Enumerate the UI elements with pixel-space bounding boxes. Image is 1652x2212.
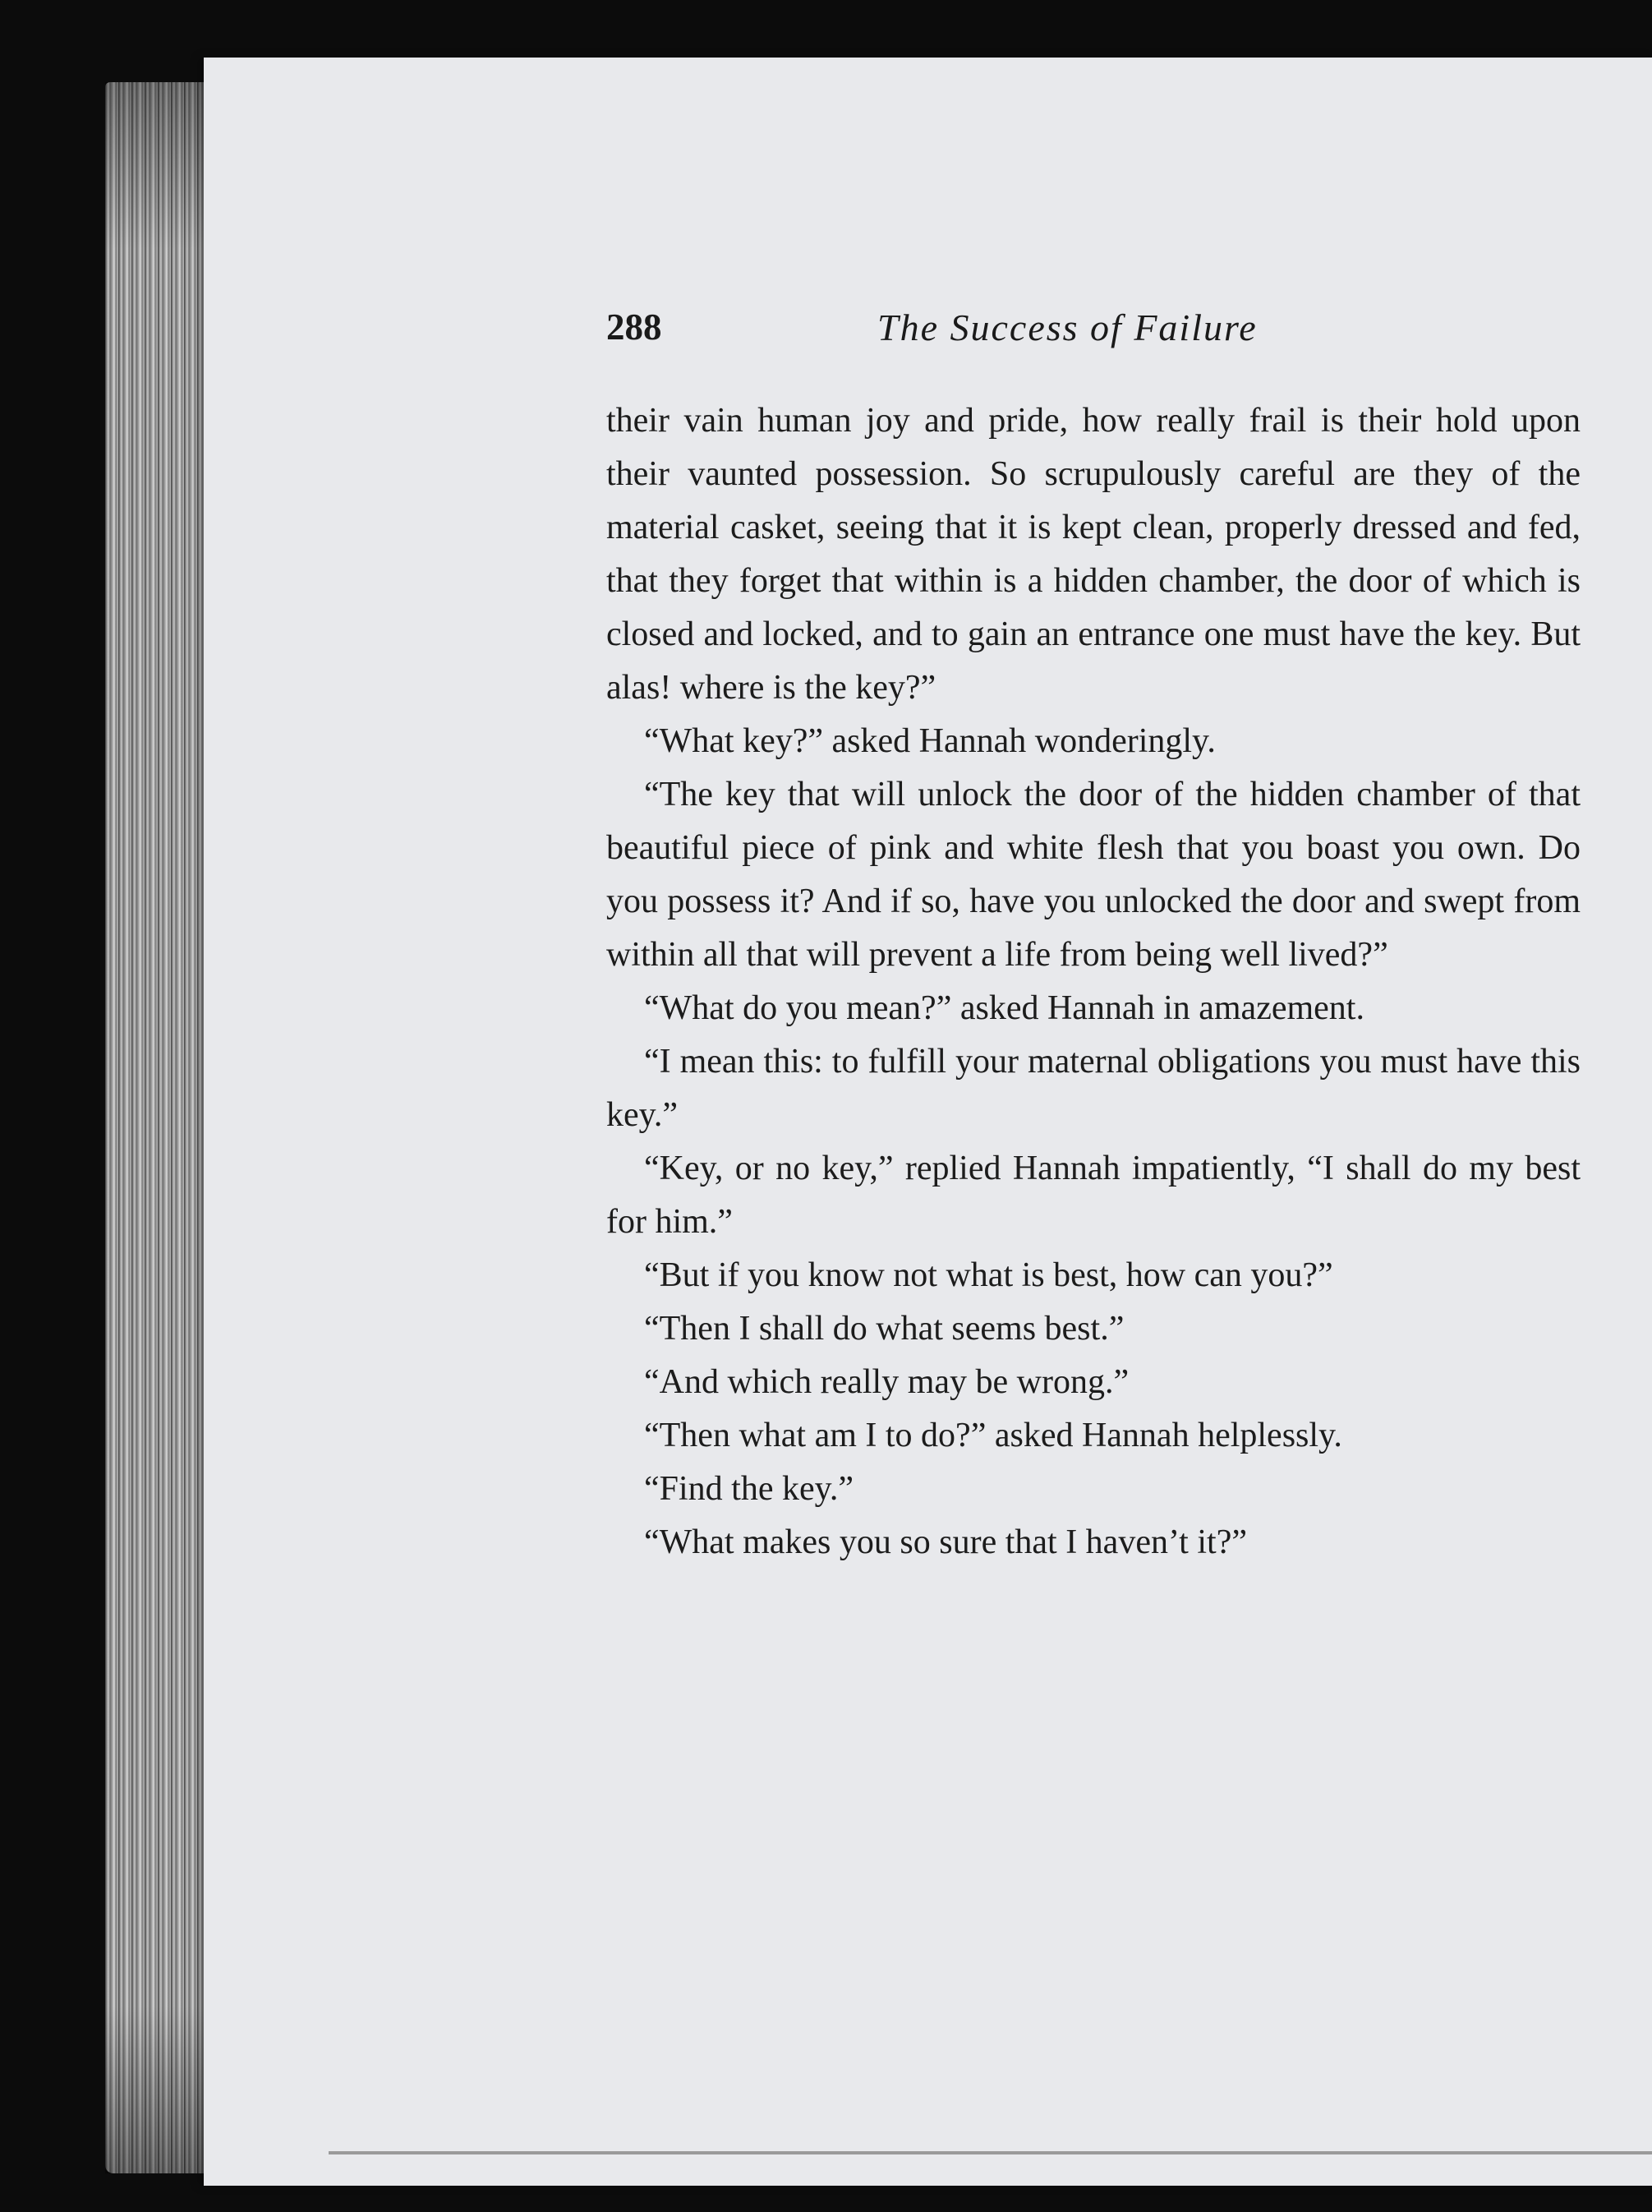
paragraph: “What makes you so sure that I haven’t it?” <box>644 1523 1247 1561</box>
page-number: 288 <box>606 306 662 348</box>
paragraph: “The key that will unlock the door of the hidden chamber of that beautiful piece of pink and white flesh that you boast you own. Do you possess it? And if so, have you unlocked the door and swept from within all that will prevent a life from being well lived?” <box>606 776 1581 974</box>
running-title: The Success of Failure <box>877 306 1258 348</box>
paragraph: their vain human joy and pride, how really frail is their hold upon their vaunted possession. So scrupulously careful are they of the material casket, seeing that it is kept clean, properly dressed and fed, that they forget that within is a hidden chamber, the door of which is closed and locked, and to gain an entrance one must have the key. But alas! where is the key?” <box>606 402 1581 707</box>
running-head <box>606 306 1581 363</box>
paragraph: “I mean this: to fulfill your maternal obligations you must have this key.” <box>606 1043 1581 1134</box>
paragraph: “What do you mean?” asked Hannah in amazement. <box>644 989 1364 1027</box>
paragraph: “Then what am I to do?” asked Hannah helplessly. <box>644 1417 1342 1454</box>
paragraph: “But if you know not what is best, how can you?” <box>644 1256 1333 1294</box>
paragraph: “Key, or no key,” replied Hannah impatiently, “I shall do my best for him.” <box>606 1150 1581 1241</box>
page-bottom-edge <box>329 2151 1652 2154</box>
paragraph: “Find the key.” <box>644 1470 854 1508</box>
paragraph: “What key?” asked Hannah wonderingly. <box>644 722 1216 760</box>
paragraph: “And which really may be wrong.” <box>644 1363 1130 1401</box>
paragraph: “Then I shall do what seems best.” <box>644 1310 1125 1348</box>
body-text <box>606 394 1581 1569</box>
